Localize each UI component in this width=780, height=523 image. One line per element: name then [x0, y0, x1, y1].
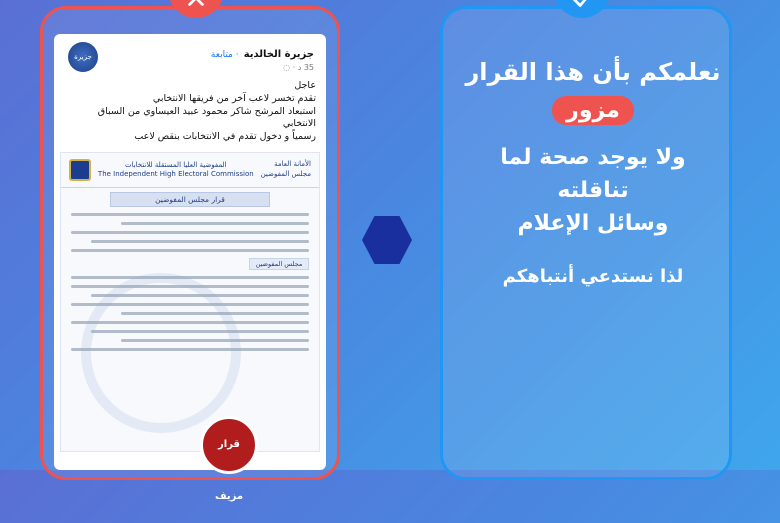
post-header-text — [98, 42, 314, 72]
text-line — [121, 222, 309, 225]
text-line — [71, 321, 309, 324]
statement-line-2b: وسائل الإعلام — [517, 211, 669, 236]
text-line — [91, 330, 309, 333]
commission-logo-icon — [69, 159, 91, 181]
avatar: جزيرة الخالدية — [68, 42, 98, 72]
text-line — [71, 231, 309, 234]
watermark-icon — [81, 273, 241, 433]
document-image — [60, 152, 320, 452]
text-line — [121, 312, 309, 315]
post-line: استبعاد المرشح شاكر محمود عبيد العيساوي من السباق الانتخابي — [97, 105, 316, 130]
document-org — [98, 161, 254, 179]
text-line — [71, 285, 309, 288]
org-name-ar: المفوضية العليا المستقلة للانتخابات — [125, 160, 227, 169]
statement-line-2a: ولا يوجد صحة لما تناقلته — [500, 145, 686, 203]
document-sub-banner: مجلس المفوضين — [249, 258, 309, 270]
check-icon — [571, 0, 593, 11]
fake-stamp: قرار مزيف — [200, 416, 258, 474]
text-line — [91, 294, 309, 297]
post-body — [54, 76, 326, 148]
statement-line-1: نعلمكم بأن هذا القرار — [465, 58, 721, 86]
follow-link: · متابعة — [210, 50, 239, 60]
text-line — [71, 213, 309, 216]
x-icon — [185, 0, 207, 9]
fact-check-text — [462, 38, 724, 338]
text-line — [71, 276, 309, 279]
post-line: تقدم تخسر لاعب آخر من فريقها الانتخابي — [152, 92, 316, 104]
social-post-screenshot — [54, 34, 326, 502]
document-header — [61, 153, 319, 188]
department-sub: مجلس المفوضين — [260, 170, 311, 179]
document-department — [261, 160, 311, 180]
text-line — [91, 240, 309, 243]
hexagon-icon — [362, 216, 412, 264]
org-name-en: The Independent High Electoral Commission — [97, 170, 254, 179]
text-line — [71, 303, 309, 306]
post-line: رسمياً و دخول تقدم في الانتخابات بنقص لاعب — [134, 131, 316, 143]
statement-line-3: لذا نستدعي أنتباهكم — [502, 266, 684, 287]
document-banner: قرار مجلس المفوضين — [110, 192, 270, 207]
text-line — [121, 339, 309, 342]
verdict-badge: مزور — [552, 96, 634, 125]
statement-line-2 — [462, 141, 724, 240]
page-name: جزيرة الخالدية — [243, 49, 314, 60]
text-line — [71, 249, 309, 252]
post-line: عاجل — [294, 80, 316, 91]
post-time: 35 د · ◌ — [283, 63, 314, 72]
text-line — [71, 348, 309, 351]
department-name: الأمانة العامة — [274, 160, 311, 169]
